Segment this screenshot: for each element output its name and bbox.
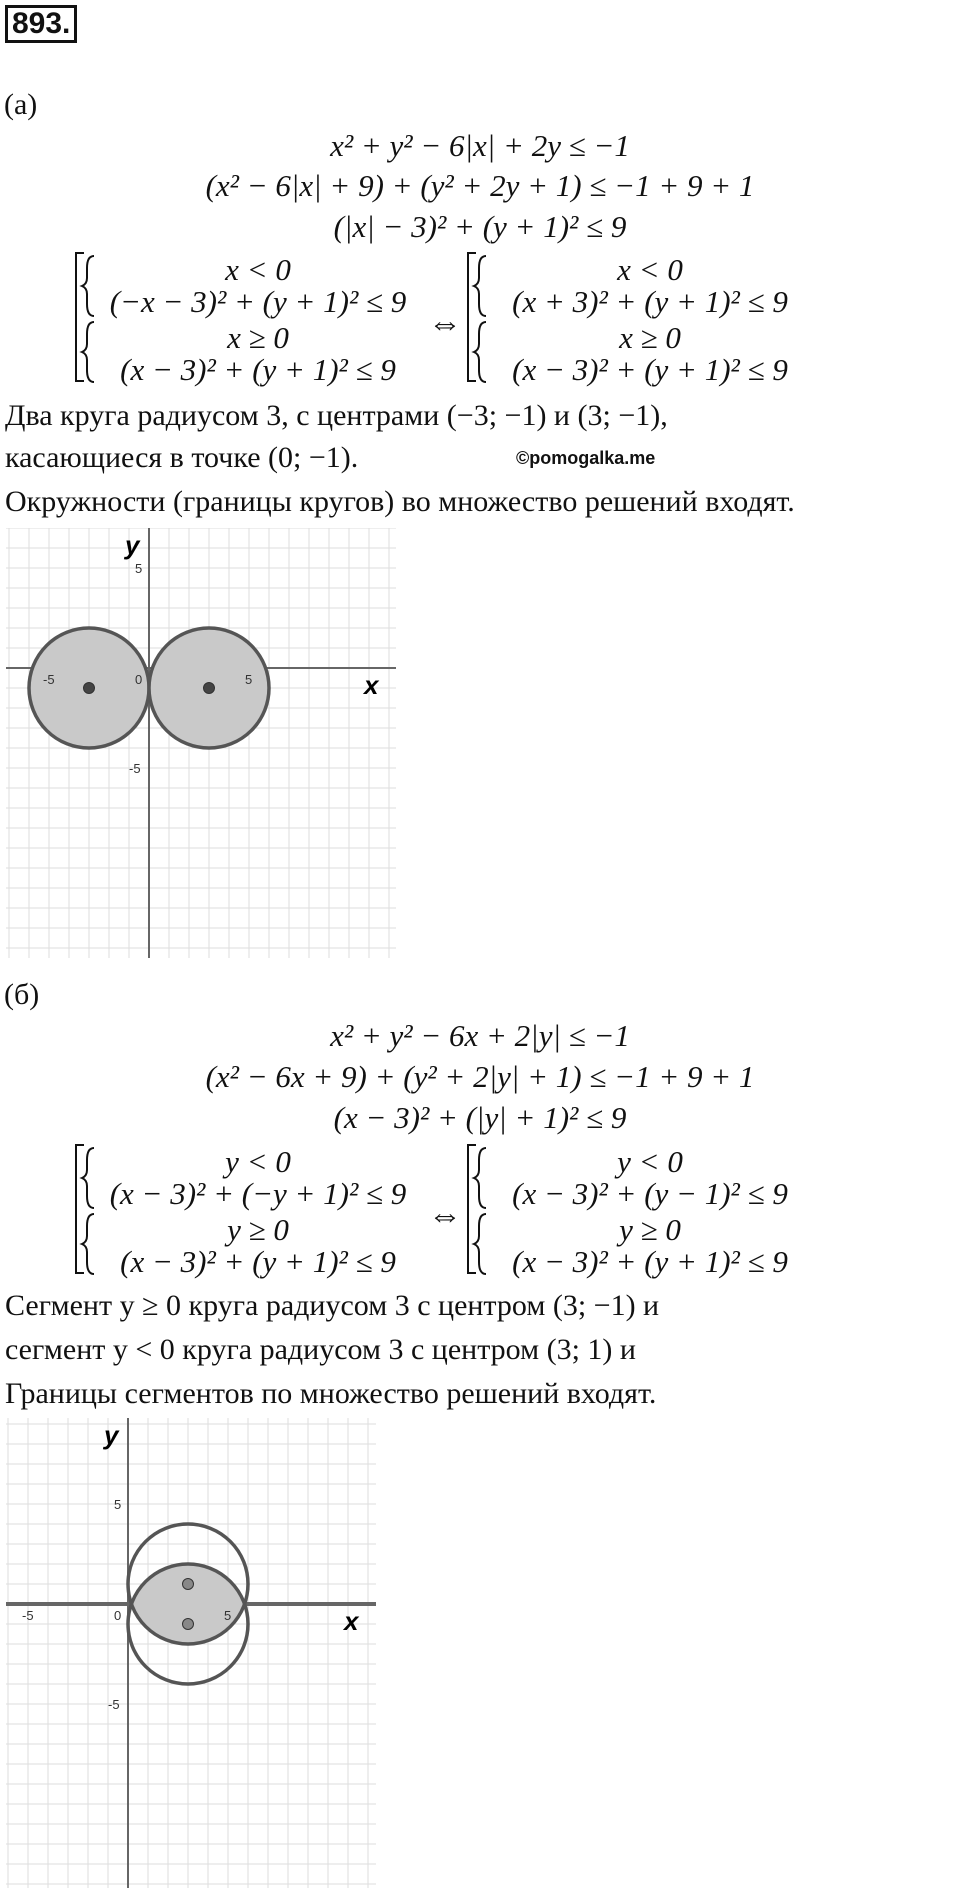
part-b-right-sys-1: y < 0 <box>617 1144 683 1179</box>
part-b-equivalence: ⇔ <box>428 1197 462 1234</box>
tick-y-neg: -5 <box>129 761 141 776</box>
part-a-line-1: x² + y² − 6|x| + 2y ≤ −1 <box>330 128 630 163</box>
part-a-line-3: (|x| − 3)² + (y + 1)² ≤ 9 <box>333 209 627 244</box>
tick-y-pos: 5 <box>135 561 143 576</box>
tick-x-pos: 5 <box>224 1608 232 1623</box>
tick-x-neg: -5 <box>22 1608 34 1623</box>
x-axis-label: x <box>364 670 379 700</box>
tick-x-pos: 5 <box>245 672 253 687</box>
part-a-label: (а) <box>4 88 38 121</box>
y-axis-label: y <box>125 530 140 560</box>
circle-center <box>204 683 215 694</box>
circle-center <box>84 683 95 694</box>
part-b-left-sys-3: y ≥ 0 <box>227 1212 289 1247</box>
circle-center <box>183 1579 194 1590</box>
part-a-right-sys-4: (x − 3)² + (y + 1)² ≤ 9 <box>512 352 788 387</box>
part-b-line-2: (x² − 6x + 9) + (y² + 2|y| + 1) ≤ −1 + 9 + 1 <box>205 1059 755 1094</box>
part-a-left-sys-4: (x − 3)² + (y + 1)² ≤ 9 <box>120 352 396 387</box>
part-a-left-sys-3: x ≥ 0 <box>227 320 289 355</box>
part-a-equivalence: ⇔ <box>428 305 462 342</box>
part-a-left-sys-2: (−x − 3)² + (y + 1)² ≤ 9 <box>109 284 407 319</box>
part-a-text-2: касающиеся в точке (0; −1). <box>5 441 359 474</box>
part-a-text-3: Окружности (границы кругов) во множество решений входят. <box>5 485 795 518</box>
tick-y-pos: 5 <box>114 1497 122 1512</box>
part-a-line-2: (x² − 6|x| + 9) + (y² + 2y + 1) ≤ −1 + 9 + 1 <box>205 168 755 203</box>
part-b-label: (б) <box>4 978 40 1011</box>
part-b-text-3: Границы сегментов по множество решений входят. <box>5 1377 657 1410</box>
circle-center <box>183 1619 194 1630</box>
part-a-right-sys-1: x < 0 <box>617 252 683 287</box>
part-b-left-sys-2: (x − 3)² + (−y + 1)² ≤ 9 <box>109 1176 407 1211</box>
part-b-line-1: x² + y² − 6x + 2|y| ≤ −1 <box>330 1018 630 1053</box>
tick-x-neg: -5 <box>43 672 55 687</box>
part-b-left-sys-1: y < 0 <box>225 1144 291 1179</box>
part-a-right-sys-3: x ≥ 0 <box>619 320 681 355</box>
x-axis-label: x <box>344 1606 359 1636</box>
part-b-line-3: (x − 3)² + (|y| + 1)² ≤ 9 <box>333 1100 627 1135</box>
part-a-left-sys-1: x < 0 <box>225 252 291 287</box>
part-a-graph <box>6 528 396 958</box>
part-b-text-2: сегмент y < 0 круга радиусом 3 с центром (3; 1) и <box>5 1333 636 1366</box>
y-axis-label: y <box>104 1420 119 1450</box>
problem-number: 893. <box>5 5 77 43</box>
tick-origin: 0 <box>114 1608 122 1623</box>
part-b-right-sys-4: (x − 3)² + (y + 1)² ≤ 9 <box>512 1244 788 1279</box>
tick-origin: 0 <box>135 672 143 687</box>
part-a-text-1: Два круга радиусом 3, с центрами (−3; −1) и (3; −1), <box>5 399 668 432</box>
part-b-right-sys-2: (x − 3)² + (y − 1)² ≤ 9 <box>512 1176 788 1211</box>
watermark: ©pomogalka.me <box>516 448 656 468</box>
part-b-text-1: Сегмент y ≥ 0 круга радиусом 3 с центром (3; −1) и <box>5 1289 660 1322</box>
part-b-right-sys-3: y ≥ 0 <box>619 1212 681 1247</box>
part-b-left-sys-4: (x − 3)² + (y + 1)² ≤ 9 <box>120 1244 396 1279</box>
tick-y-neg: -5 <box>108 1697 120 1712</box>
part-a-right-sys-2: (x + 3)² + (y + 1)² ≤ 9 <box>512 284 788 319</box>
part-b-graph <box>6 1418 376 1888</box>
